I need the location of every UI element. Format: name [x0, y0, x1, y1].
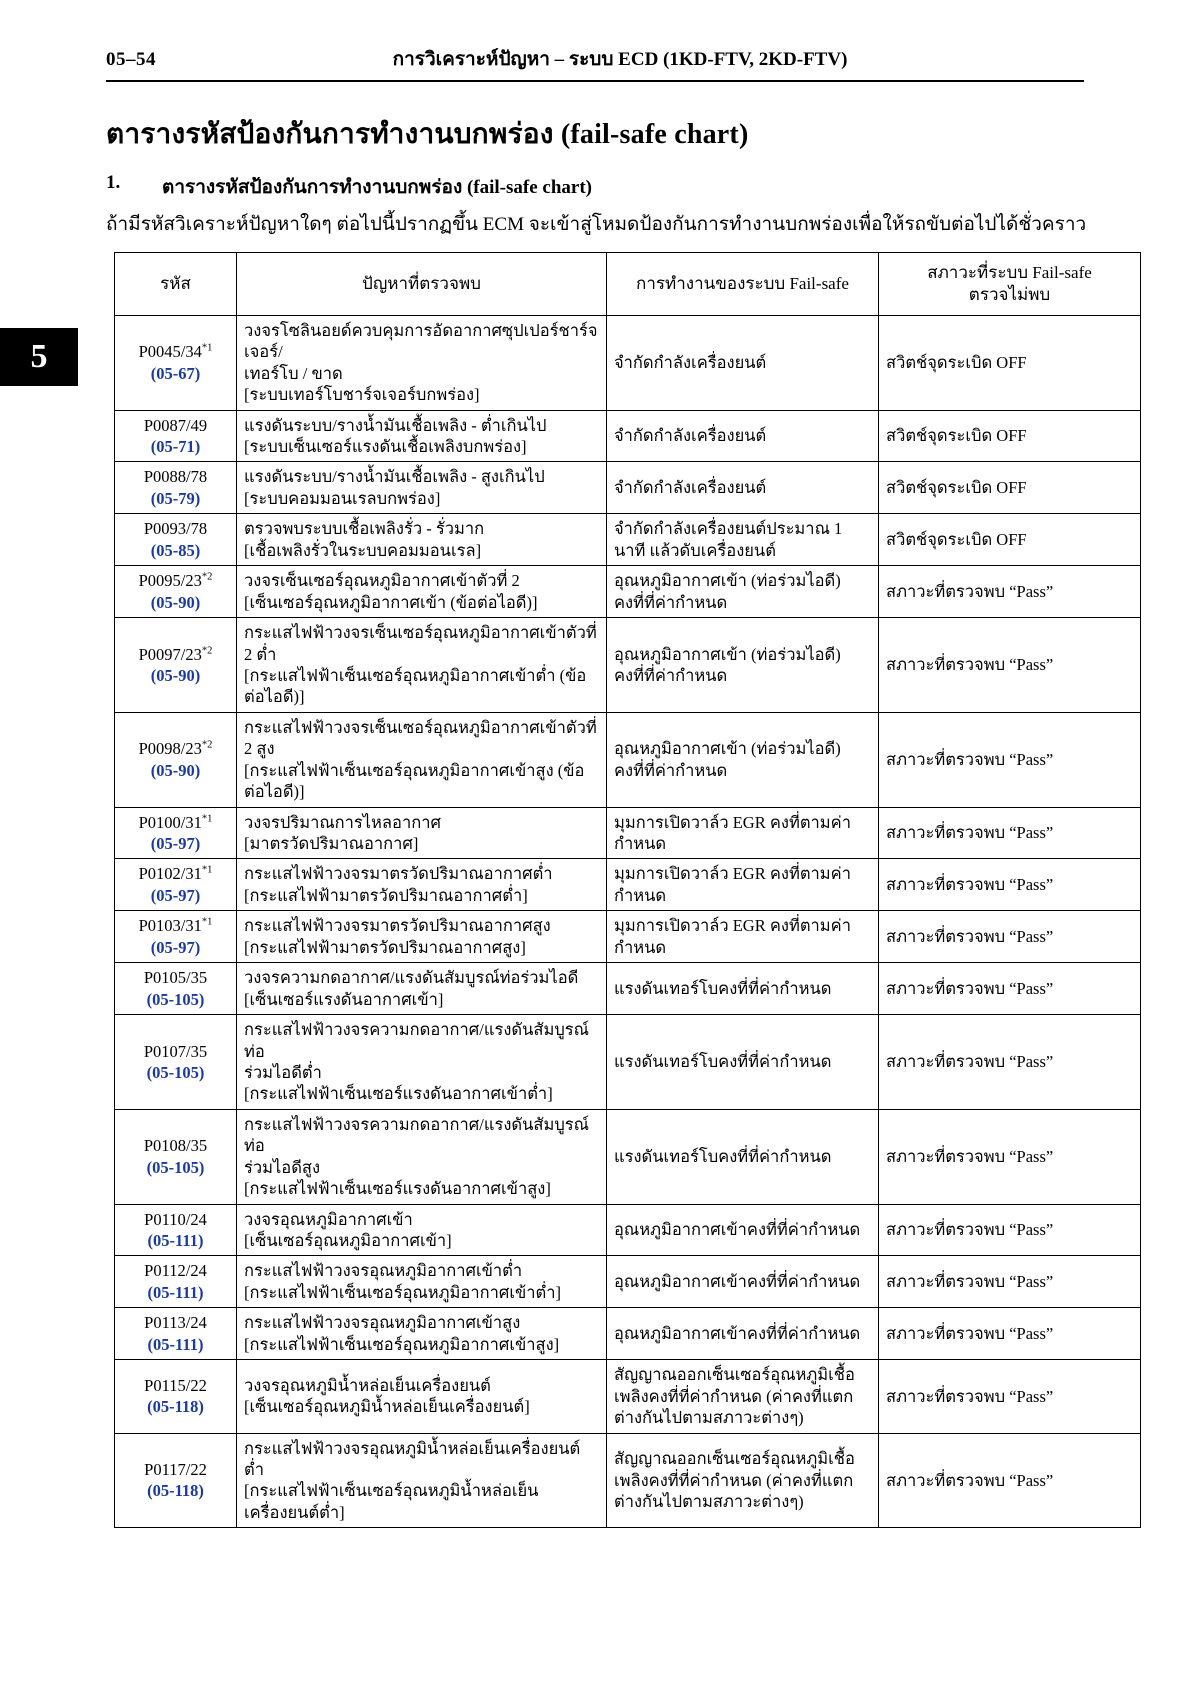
- page-reference-link[interactable]: (05-85): [150, 540, 201, 560]
- failsafe-clear-condition-cell: สภาวะที่ตรวจพบ “Pass”: [879, 911, 1141, 963]
- failsafe-clear-condition-cell: สภาวะที่ตรวจพบ “Pass”: [879, 1256, 1141, 1308]
- dtc-code: P0100/31$^{*1}$: [138, 812, 213, 832]
- dtc-code: P0095/23$^{*2}$: [138, 571, 213, 591]
- dtc-code-cell: [115, 618, 237, 713]
- problem-line: [เซ็นเซอร์แรงดันอากาศเข้า]: [244, 989, 444, 1009]
- page-reference-link[interactable]: (05-105): [146, 989, 205, 1009]
- failsafe-clear-condition-cell: สภาวะที่ตรวจพบ “Pass”: [879, 859, 1141, 911]
- dtc-code-cell: [115, 1256, 237, 1308]
- dtc-code-cell: [115, 514, 237, 566]
- problem-line: กระแสไฟฟ้าวงจรเซ็นเซอร์อุณหภูมิอากาศเข้าตัวที่ 2 สูง: [244, 717, 597, 759]
- dtc-code-cell: [115, 859, 237, 911]
- problem-line: กระแสไฟฟ้าวงจรอุณหภูมิอากาศเข้าสูง: [244, 1313, 521, 1333]
- problem-line: เทอร์โบ / ขาด: [244, 363, 343, 383]
- dtc-code: P0045/34$^{*1}$: [138, 342, 213, 362]
- table-row: [115, 963, 1141, 1015]
- page-title: ตารางรหัสป้องกันการทำงานบกพร่อง (fail-safe chart): [106, 119, 749, 150]
- failsafe-operation-cell: จำกัดกำลังเครื่องยนต์: [607, 410, 879, 462]
- table-row: [115, 1015, 1141, 1110]
- failsafe-operation-cell: จำกัดกำลังเครื่องยนต์: [607, 462, 879, 514]
- column-header-operation: การทำงานของระบบ Fail-safe: [607, 252, 879, 315]
- page-reference-link[interactable]: (05-90): [150, 760, 201, 780]
- problem-line: [ระบบคอมมอนเรลบกพร่อง]: [244, 488, 441, 508]
- table-row: [115, 1433, 1141, 1528]
- table-row: [115, 410, 1141, 462]
- dtc-code-cell: [115, 566, 237, 618]
- problem-line: [กระแสไฟฟ้าเซ็นเซอร์แรงดันอากาศเข้าต่ำ]: [244, 1084, 553, 1104]
- dtc-code-cell: [115, 1433, 237, 1528]
- table-row: [115, 1308, 1141, 1360]
- problem-line: [กระแสไฟฟ้าเซ็นเซอร์อุณหภูมิอากาศเข้าสูง (ข้อต่อไอดี)]: [244, 760, 585, 802]
- failsafe-operation-cell: อุณหภูมิอากาศเข้าคงที่ที่ค่ากำหนด: [607, 1204, 879, 1256]
- problem-line: [เซ็นเซอร์อุณหภูมิอากาศเข้า (ข้อต่อไอดี)]: [244, 592, 538, 612]
- dtc-code-footnote: *2: [201, 571, 213, 583]
- page-reference-link[interactable]: (05-97): [150, 885, 201, 905]
- problem-line: กระแสไฟฟ้าวงจรความกดอากาศ/แรงดันสัมบูรณ์ท่อ: [244, 1020, 589, 1061]
- dtc-code: P0087/49: [143, 415, 208, 435]
- chapter-tab: 5: [0, 328, 78, 386]
- problem-cell: [237, 315, 607, 410]
- dtc-code: P0103/31$^{*1}$: [138, 916, 213, 936]
- problem-cell: [237, 1360, 607, 1433]
- section-heading: [106, 172, 1130, 202]
- header-divider: [106, 80, 1084, 82]
- table-row: [115, 315, 1141, 410]
- column-header-code: รหัส: [115, 252, 237, 315]
- problem-line: วงจรอุณหภูมิอากาศเข้า: [244, 1209, 413, 1229]
- failsafe-operation-cell: จำกัดกำลังเครื่องยนต์: [607, 315, 879, 410]
- failsafe-clear-condition-cell: สวิตช์จุดระเบิด OFF: [879, 462, 1141, 514]
- problem-line: [กระแสไฟฟ้าเซ็นเซอร์อุณหภูมิอากาศเข้าสูง]: [244, 1334, 560, 1354]
- dtc-code-footnote: *1: [201, 916, 213, 928]
- problem-line: กระแสไฟฟ้าวงจรมาตรวัดปริมาณอากาศสูง: [244, 916, 551, 936]
- dtc-code: P0107/35: [143, 1041, 208, 1061]
- problem-line: แรงดันระบบ/รางน้ำมันเชื้อเพลิง - ต่ำเกินไป: [244, 415, 547, 435]
- problem-cell: [237, 566, 607, 618]
- table-row: [115, 1256, 1141, 1308]
- failsafe-clear-condition-cell: สวิตช์จุดระเบิด OFF: [879, 514, 1141, 566]
- dtc-code-cell: [115, 410, 237, 462]
- page-header: [60, 44, 1130, 74]
- table-row: [115, 618, 1141, 713]
- intro-paragraph: ถ้ามีรหัสวิเคราะห์ปัญหาใดๆ ต่อไปนี้ปรากฏขึ้น ECM จะเข้าสู่โหมดป้องกันการทำงานบกพร่องเพื่อให้รถขับต่อไปได้ชั่วคราว: [106, 214, 1087, 235]
- dtc-code-cell: [115, 807, 237, 859]
- page-reference-link[interactable]: (05-79): [150, 488, 201, 508]
- dtc-code: P0102/31$^{*1}$: [138, 864, 213, 884]
- problem-line: [กระแสไฟฟ้าเซ็นเซอร์แรงดันอากาศเข้าสูง]: [244, 1179, 551, 1199]
- section-heading-text: ตารางรหัสป้องกันการทำงานบกพร่อง (fail-safe chart): [162, 177, 592, 198]
- dtc-code: P0115/22: [144, 1375, 207, 1395]
- failsafe-clear-condition-cell: สภาวะที่ตรวจพบ “Pass”: [879, 963, 1141, 1015]
- dtc-code: P0108/35: [143, 1136, 208, 1156]
- failsafe-clear-condition-cell: สภาวะที่ตรวจพบ “Pass”: [879, 618, 1141, 713]
- failsafe-clear-condition-cell: สภาวะที่ตรวจพบ “Pass”: [879, 712, 1141, 807]
- dtc-code-cell: [115, 1015, 237, 1110]
- failsafe-operation-cell: สัญญาณออกเซ็นเซอร์อุณหภูมิเชื้อเพลิงคงที่ที่ค่ากำหนด (ค่าคงที่แตกต่างกันไปตามสภาวะต่างๆ): [607, 1360, 879, 1433]
- failsafe-clear-condition-cell: สภาวะที่ตรวจพบ “Pass”: [879, 1308, 1141, 1360]
- problem-line: [เซ็นเซอร์อุณหภูมิอากาศเข้า]: [244, 1231, 452, 1251]
- problem-line: [กระแสไฟฟ้าเซ็นเซอร์อุณหภูมิอากาศเข้าต่ำ]: [244, 1282, 561, 1302]
- problem-cell: [237, 514, 607, 566]
- problem-cell: [237, 410, 607, 462]
- failsafe-clear-condition-cell: สภาวะที่ตรวจพบ “Pass”: [879, 1109, 1141, 1204]
- dtc-code-footnote: *2: [201, 739, 213, 751]
- table-header-row: [115, 252, 1141, 315]
- page-number: 05–54: [106, 49, 156, 70]
- problem-line: ร่วมไอดีต่ำ: [244, 1062, 322, 1082]
- failsafe-clear-condition-cell: สวิตช์จุดระเบิด OFF: [879, 315, 1141, 410]
- problem-line: [กระแสไฟฟ้าเซ็นเซอร์อุณหภูมิอากาศเข้าต่ำ (ข้อต่อไอดี)]: [244, 665, 587, 707]
- dtc-code-cell: [115, 1308, 237, 1360]
- page-reference-link[interactable]: (05-118): [147, 1481, 204, 1501]
- page-reference-link[interactable]: (05-118): [147, 1397, 204, 1417]
- table-row: [115, 911, 1141, 963]
- dtc-code: P0098/23$^{*2}$: [138, 739, 213, 759]
- problem-cell: [237, 1308, 607, 1360]
- problem-line: [ระบบเทอร์โบชาร์จเจอร์บกพร่อง]: [244, 385, 480, 405]
- dtc-code: P0117/22: [144, 1459, 207, 1479]
- problem-line: วงจรโซลินอยด์ควบคุมการอัดอากาศซุปเปอร์ชาร์จเจอร์/: [244, 320, 598, 362]
- problem-line: [เชื้อเพลิงรั่วในระบบคอมมอนเรล]: [244, 540, 482, 560]
- failsafe-operation-cell: แรงดันเทอร์โบคงที่ที่ค่ากำหนด: [607, 1109, 879, 1204]
- problem-cell: [237, 618, 607, 713]
- dtc-code-cell: [115, 911, 237, 963]
- fail-safe-table: [114, 252, 1141, 1529]
- problem-cell: [237, 1204, 607, 1256]
- problem-line: [กระแสไฟฟ้ามาตรวัดปริมาณอากาศต่ำ]: [244, 885, 528, 905]
- failsafe-clear-condition-cell: สภาวะที่ตรวจพบ “Pass”: [879, 1015, 1141, 1110]
- column-header-problem: ปัญหาที่ตรวจพบ: [237, 252, 607, 315]
- table-row: [115, 462, 1141, 514]
- failsafe-operation-cell: จำกัดกำลังเครื่องยนต์ประมาณ 1 นาที แล้วดับเครื่องยนต์: [607, 514, 879, 566]
- failsafe-operation-cell: แรงดันเทอร์โบคงที่ที่ค่ากำหนด: [607, 963, 879, 1015]
- column-header-condition-line2: ตรวจไม่พบ: [968, 284, 1051, 304]
- page-reference-link[interactable]: (05-97): [150, 937, 201, 957]
- problem-line: วงจรเซ็นเซอร์อุณหภูมิอากาศเข้าตัวที่ 2: [244, 571, 520, 591]
- problem-line: [ระบบเซ็นเซอร์แรงดันเชื้อเพลิงบกพร่อง]: [244, 437, 527, 457]
- problem-line: กระแสไฟฟ้าวงจรอุณหภูมิน้ำหล่อเย็นเครื่องยนต์ต่ำ: [244, 1438, 581, 1479]
- dtc-code: P0093/78: [143, 519, 208, 539]
- dtc-code-cell: [115, 1204, 237, 1256]
- problem-line: [มาตรวัดปริมาณอากาศ]: [244, 834, 419, 854]
- table-row: [115, 807, 1141, 859]
- problem-line: กระแสไฟฟ้าวงจรมาตรวัดปริมาณอากาศต่ำ: [244, 864, 553, 884]
- problem-cell: [237, 462, 607, 514]
- failsafe-operation-cell: แรงดันเทอร์โบคงที่ที่ค่ากำหนด: [607, 1015, 879, 1110]
- table-row: [115, 859, 1141, 911]
- table-row: [115, 1204, 1141, 1256]
- failsafe-operation-cell: มุมการเปิดวาล์ว EGR คงที่ตามค่ากำหนด: [607, 911, 879, 963]
- dtc-code: P0113/24: [144, 1313, 207, 1333]
- failsafe-operation-cell: สัญญาณออกเซ็นเซอร์อุณหภูมิเชื้อเพลิงคงที่ที่ค่ากำหนด (ค่าคงที่แตกต่างกันไปตามสภาวะต่างๆ): [607, 1433, 879, 1528]
- dtc-code-cell: [115, 712, 237, 807]
- problem-cell: [237, 1256, 607, 1308]
- problem-cell: [237, 1015, 607, 1110]
- failsafe-clear-condition-cell: สภาวะที่ตรวจพบ “Pass”: [879, 1360, 1141, 1433]
- problem-cell: [237, 859, 607, 911]
- failsafe-operation-cell: อุณหภูมิอากาศเข้า (ท่อร่วมไอดี) คงที่ที่ค่ากำหนด: [607, 712, 879, 807]
- table-row: [115, 1360, 1141, 1433]
- page-reference-link[interactable]: (05-111): [147, 1334, 204, 1354]
- failsafe-operation-cell: อุณหภูมิอากาศเข้าคงที่ที่ค่ากำหนด: [607, 1256, 879, 1308]
- page-reference-link[interactable]: (05-97): [150, 834, 201, 854]
- dtc-code-footnote: *1: [201, 813, 213, 825]
- table-row: [115, 566, 1141, 618]
- problem-line: [เซ็นเซอร์อุณหภูมิน้ำหล่อเย็นเครื่องยนต์]: [244, 1397, 530, 1417]
- dtc-code: P0097/23$^{*2}$: [138, 644, 213, 664]
- table-row: [115, 1109, 1141, 1204]
- page-reference-link[interactable]: (05-111): [147, 1231, 204, 1251]
- column-header-condition: [879, 252, 1141, 315]
- page-reference-link[interactable]: (05-105): [146, 1157, 205, 1177]
- page-reference-link[interactable]: (05-111): [147, 1282, 204, 1302]
- dtc-code-cell: [115, 462, 237, 514]
- failsafe-clear-condition-cell: สภาวะที่ตรวจพบ “Pass”: [879, 566, 1141, 618]
- dtc-code-cell: [115, 315, 237, 410]
- problem-line: กระแสไฟฟ้าวงจรเซ็นเซอร์อุณหภูมิอากาศเข้าตัวที่ 2 ต่ำ: [244, 623, 597, 664]
- section-number: 1.: [106, 172, 121, 193]
- problem-line: [กระแสไฟฟ้ามาตรวัดปริมาณอากาศสูง]: [244, 937, 526, 957]
- problem-line: แรงดันระบบ/รางน้ำมันเชื้อเพลิง - สูงเกินไป: [244, 467, 545, 487]
- problem-cell: [237, 963, 607, 1015]
- column-header-condition-line1: สภาวะที่ระบบ Fail-safe: [927, 262, 1092, 282]
- dtc-code: P0088/78: [143, 467, 208, 487]
- dtc-code-footnote: *1: [201, 864, 213, 876]
- failsafe-clear-condition-cell: สภาวะที่ตรวจพบ “Pass”: [879, 1433, 1141, 1528]
- dtc-code: P0110/24: [144, 1209, 207, 1229]
- dtc-code-footnote: *1: [201, 342, 213, 354]
- problem-cell: [237, 1433, 607, 1528]
- table-row: [115, 514, 1141, 566]
- problem-cell: [237, 1109, 607, 1204]
- problem-cell: [237, 712, 607, 807]
- failsafe-operation-cell: มุมการเปิดวาล์ว EGR คงที่ตามค่ากำหนด: [607, 859, 879, 911]
- page-reference-link[interactable]: (05-67): [150, 363, 201, 383]
- failsafe-clear-condition-cell: สภาวะที่ตรวจพบ “Pass”: [879, 807, 1141, 859]
- problem-cell: [237, 911, 607, 963]
- failsafe-operation-cell: อุณหภูมิอากาศเข้า (ท่อร่วมไอดี) คงที่ที่ค่ากำหนด: [607, 618, 879, 713]
- problem-cell: [237, 807, 607, 859]
- dtc-code-cell: [115, 963, 237, 1015]
- problem-line: กระแสไฟฟ้าวงจรความกดอากาศ/แรงดันสัมบูรณ์ท่อ: [244, 1114, 589, 1156]
- failsafe-operation-cell: อุณหภูมิอากาศเข้าคงที่ที่ค่ากำหนด: [607, 1308, 879, 1360]
- failsafe-clear-condition-cell: สวิตช์จุดระเบิด OFF: [879, 410, 1141, 462]
- header-title: การวิเคราะห์ปัญหา – ระบบ ECD (1KD-FTV, 2KD-FTV): [392, 49, 848, 70]
- problem-line: [กระแสไฟฟ้าเซ็นเซอร์อุณหภูมิน้ำหล่อเย็นเครื่องยนต์ต่ำ]: [244, 1481, 539, 1522]
- problem-line: วงจรปริมาณการไหลอากาศ: [244, 812, 441, 832]
- problem-line: กระแสไฟฟ้าวงจรอุณหภูมิอากาศเข้าต่ำ: [244, 1261, 523, 1281]
- problem-line: ตรวจพบระบบเชื้อเพลิงรั่ว - รั่วมาก: [244, 519, 485, 539]
- table-row: [115, 712, 1141, 807]
- dtc-code-footnote: *2: [201, 645, 213, 657]
- page-reference-link[interactable]: (05-90): [150, 665, 201, 685]
- dtc-code: P0112/24: [144, 1261, 207, 1281]
- problem-line: ร่วมไอดีสูง: [244, 1157, 321, 1177]
- page-reference-link[interactable]: (05-105): [146, 1062, 205, 1082]
- problem-line: วงจรอุณหภูมิน้ำหล่อเย็นเครื่องยนต์: [244, 1375, 491, 1395]
- dtc-code-cell: [115, 1109, 237, 1204]
- problem-line: วงจรความกดอากาศ/แรงดันสัมบูรณ์ท่อร่วมไอดี: [244, 968, 579, 988]
- dtc-code: P0105/35: [143, 968, 208, 988]
- page-reference-link[interactable]: (05-90): [150, 592, 201, 612]
- page-reference-link[interactable]: (05-71): [150, 437, 201, 457]
- failsafe-operation-cell: มุมการเปิดวาล์ว EGR คงที่ตามค่ากำหนด: [607, 807, 879, 859]
- failsafe-clear-condition-cell: สภาวะที่ตรวจพบ “Pass”: [879, 1204, 1141, 1256]
- failsafe-operation-cell: อุณหภูมิอากาศเข้า (ท่อร่วมไอดี) คงที่ที่ค่ากำหนด: [607, 566, 879, 618]
- dtc-code-cell: [115, 1360, 237, 1433]
